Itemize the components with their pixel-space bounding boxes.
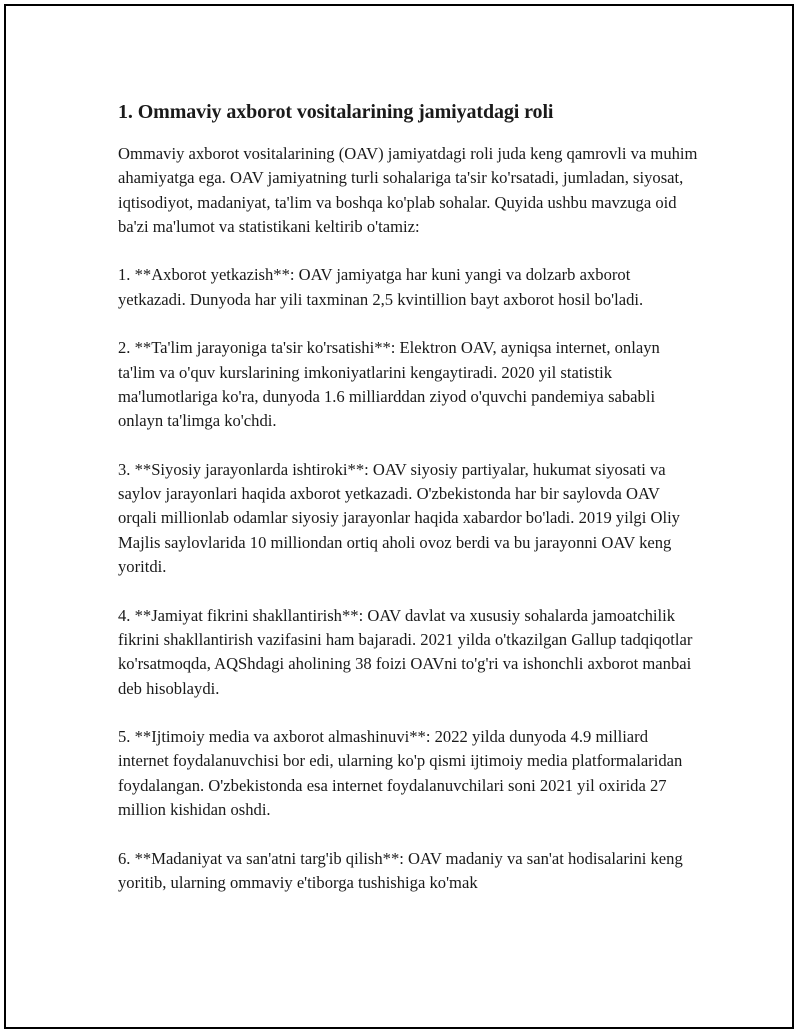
document-page — [4, 4, 794, 1029]
intro-paragraph: Ommaviy axborot vositalarining (OAV) jamiyatdagi roli juda keng qamrovli va muhim ahamiyatga ega. OAV jamiyatning turli sohalariga ta'sir ko'rsatadi, jumladan, siyosat, iqtisodiyot, madaniyat, ta'lim va boshqa ko'plab sohalar. Quyida ushbu mavzuga oid ba'zi ma'lumot va statistikani keltirib o'tamiz: — [118, 144, 698, 236]
section-title: 1. Ommaviy axborot vositalarining jamiyatdagi roli — [118, 101, 554, 123]
document-body — [118, 98, 698, 920]
list-item-madaniyat: 6. **Madaniyat va san'atni targ'ib qilish**: OAV madaniy va san'at hodisalarini keng yoritib, ularning ommaviy e'tiborga tushishiga ko'mak — [118, 848, 683, 892]
list-item-talim-jarayoni: 2. **Ta'lim jarayoniga ta'sir ko'rsatishi**: Elektron OAV, ayniqsa internet, onlayn ta'lim va o'quv kurslarining imkoniyatlarini kengaytiradi. 2020 yil statistik ma'lumotlariga ko'ra, dunyoda 1.6 milliarddan ziyod o'quvchi pandemiya sababli onlayn ta'limga ko'chdi. — [118, 338, 660, 431]
list-item-ijtimoiy-media: 5. **Ijtimoiy media va axborot almashinuvi**: 2022 yilda dunyoda 4.9 milliard internet foydalanuvchisi bor edi, ularning ko'p qismi ijtimoiy media platformalaridan foydalangan. O'zbekistonda esa internet foydalanuvchilari soni 2021 yil oxirida 27 million kishidan oshdi. — [118, 727, 683, 820]
list-item-siyosiy-jarayonlar: 3. **Siyosiy jarayonlarda ishtiroki**: OAV siyosiy partiyalar, hukumat siyosati va saylov jarayonlari haqida axborot yetkazadi. O'zbekistonda har bir saylovda OAV orqali millionlab odamlar siyosiy jarayonlar haqida xabardor bo'ladi. 2019 yilgi Oliy Majlis saylovlarida 10 milliondan ortiq aholi ovoz berdi va bu jarayonni OAV keng yoritdi. — [118, 459, 680, 577]
list-item-jamiyat-fikri: 4. **Jamiyat fikrini shakllantirish**: OAV davlat va xususiy sohalarda jamoatchilik fikrini shakllantirish vazifasini ham bajaradi. 2021 yilda o'tkazilgan Gallup tadqiqotlar ko'rsatmoqda, AQShdagi aholining 38 foizi OAVni to'g'ri va ishonchli axborot manbai deb hisoblaydi. — [118, 605, 693, 698]
list-item-axborot-yetkazish: 1. **Axborot yetkazish**: OAV jamiyatga har kuni yangi va dolzarb axborot yetkazadi. Dunyoda har yili taxminan 2,5 kvintillion bayt axborot hosil bo'ladi. — [118, 265, 644, 309]
